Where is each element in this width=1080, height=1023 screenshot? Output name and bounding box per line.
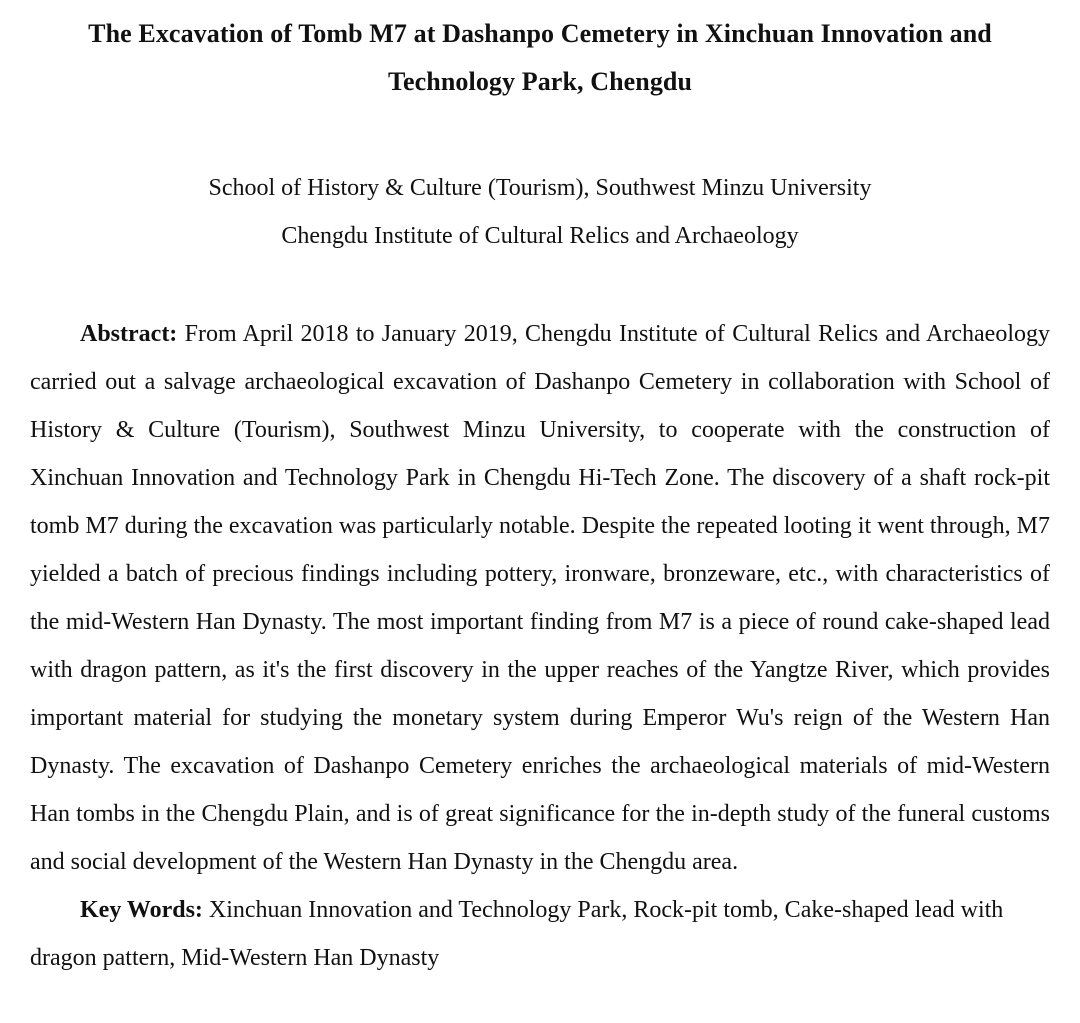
paper-title: The Excavation of Tomb M7 at Dashanpo Cemetery in Xinchuan Innovation and Technology Park, Chengdu (88, 19, 992, 96)
keywords-text: Xinchuan Innovation and Technology Park, Rock-pit tomb, Cake-shaped lead with dragon pattern, Mid-Western Han Dynasty (30, 897, 1004, 971)
keywords-paragraph (30, 886, 1050, 982)
keywords-label: Key Words: (80, 897, 203, 923)
abstract-label: Abstract: (80, 321, 178, 347)
affiliation-1: School of History & Culture (Tourism), Southwest Minzu University (208, 175, 872, 201)
affiliations (30, 164, 1050, 260)
abstract-paragraph (30, 310, 1050, 886)
affiliation-2: Chengdu Institute of Cultural Relics and Archaeology (281, 223, 799, 249)
abstract-text: From April 2018 to January 2019, Chengdu Institute of Cultural Relics and Archaeology carried out a salvage archaeological excavation of Dashanpo Cemetery in collaboration with School of History & Culture (Tourism), Southwest Minzu University, to cooperate with the construction of Xinchuan Innovation and Technology Park in Chengdu Hi-Tech Zone. The discovery of a shaft rock-pit tomb M7 during the excavation was particularly notable. Despite the repeated looting it went through, M7 yielded a batch of precious findings including pottery, ironware, bronzeware, etc., with characteristics of the mid-Western Han Dynasty. The most important finding from M7 is a piece of round cake-shaped lead with dragon pattern, as it's the first discovery in the upper reaches of the Yangtze River, which provides important material for studying the monetary system during Emperor Wu's reign of the Western Han Dynasty. The excavation of Dashanpo Cemetery enriches the archaeological materials of mid-Western Han tombs in the Chengdu Plain, and is of great significance for the in-depth study of the funeral customs and social development of the Western Han Dynasty in the Chengdu area. (30, 321, 1050, 875)
